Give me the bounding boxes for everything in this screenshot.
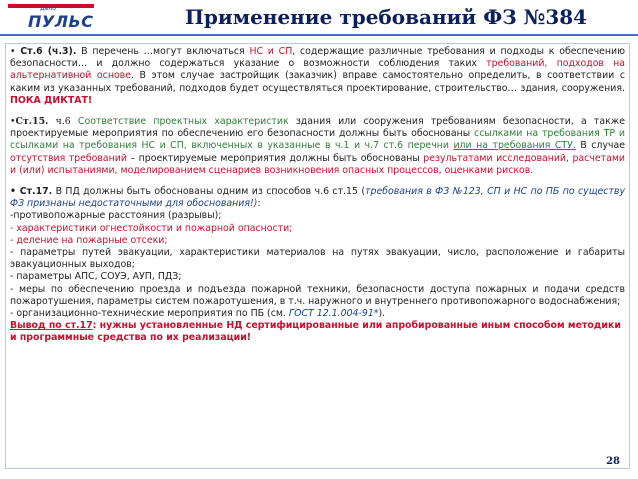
bullet: • [10, 186, 20, 198]
text-run: , содержащие различные требования и подходы к обеспечению безопасности… и должно содержаться указание о возможности соблюдения таких [10, 46, 625, 70]
slide-title: Применение требований ФЗ №384 [185, 5, 588, 29]
highlight-alternative: требований, подходов на альтернативной основе [10, 58, 625, 82]
highlight-references: ссылками на требования ТР и ссылками на требования НС и СП, включенных в указанные в ч.1 и ч.7 ст.6 перечни [10, 128, 625, 152]
list-item: - параметры АПС, СОУЭ, АУП, ПДЗ; [10, 271, 182, 283]
content-box [5, 43, 630, 469]
header [0, 0, 638, 38]
text-run: - организационно-технические мероприятия по ПБ (см. [10, 308, 289, 320]
article-label: Ст.15. [15, 116, 49, 128]
title-divider [0, 34, 638, 36]
paragraph-article-6 [10, 46, 625, 107]
measures-list [10, 210, 625, 320]
text-run: : [257, 198, 261, 210]
text-run: здания или сооружения требованиям безопасности, а также проектируемые мероприятия по обеспечению его безопасности должны быть обоснованы [10, 116, 625, 140]
list-item: - меры по обеспечению проезда и подъезда пожарной техники, безопасности доступа пожарных и подачи средств пожаротушения, параметры систем пожаротушения, в т.ч. наружного и внутреннего противопожарного водоснабжения; [10, 283, 625, 307]
highlight-research: результатами исследований, расчетами и (или) испытаниями, моделированием сценариев возникновения опасных процессов, оценками рисков. [10, 152, 626, 176]
conclusion [10, 320, 625, 344]
highlight-absence: отсутствия требований [10, 152, 127, 164]
paragraph-article-17 [10, 186, 625, 210]
highlight-insufficient: требования в ФЗ №123, СП и НС по ПБ по существу ФЗ признаны недостаточными для обоснования!) [10, 186, 625, 210]
list-item: - параметры путей эвакуации, характеристики материалов на путях эвакуации, число, расположение и габариты эвакуационных выходов; [10, 247, 625, 271]
page-number: 28 [606, 456, 620, 467]
list-item [10, 308, 625, 320]
gost-reference: ГОСТ 12.1.004-91* [288, 308, 379, 320]
text-run: . В этом случае застройщик (заказчик) вправе самостоятельно определить, в соответствии с каким из указанных требований, подходов будет осуществляться проектирование, строительство… здания, сооружения. [10, 70, 625, 94]
text-run: ). [378, 308, 386, 320]
article-label: Ст.6 (ч.3). [20, 46, 77, 57]
list-item: - характеристики огнестойкости и пожарной опасности; [10, 222, 293, 234]
highlight-conformity: Соответствие проектных характеристик [77, 116, 289, 128]
article-label: Ст.17. [19, 186, 53, 198]
conclusion-text: : нужны установленные НД сертифицированные или апробированные иным способом методики и программные средства по их реализации! [10, 320, 621, 344]
paragraph-article-15 [10, 116, 625, 177]
highlight-stu: или на требования СТУ. [453, 140, 576, 152]
text-run: В перечень …могут включаться [76, 46, 250, 57]
list-item: -противопожарные расстояния (разрывы); [10, 210, 222, 222]
conclusion-label: Вывод по ст.17 [10, 320, 93, 332]
bullet: • [10, 116, 16, 128]
logo-small-text: Дело [40, 5, 56, 12]
list-item: - деление на пожарные отсеки; [10, 234, 168, 246]
dictat-note: ПОКА ДИКТАТ! [10, 94, 93, 106]
text-run: – проектируемые мероприятия должны быть обоснованы [127, 152, 424, 164]
logo-text: ПУЛЬС [28, 12, 94, 31]
text-run: В ПД должны быть обоснованы одним из способов ч.6 ст.15 ( [52, 186, 366, 198]
logo [8, 4, 94, 34]
text-run: В случае [575, 140, 625, 152]
bullet: • [10, 46, 21, 57]
text-run: ч.6 [48, 116, 78, 128]
highlight-ns-sp: НС и СП [249, 46, 293, 57]
